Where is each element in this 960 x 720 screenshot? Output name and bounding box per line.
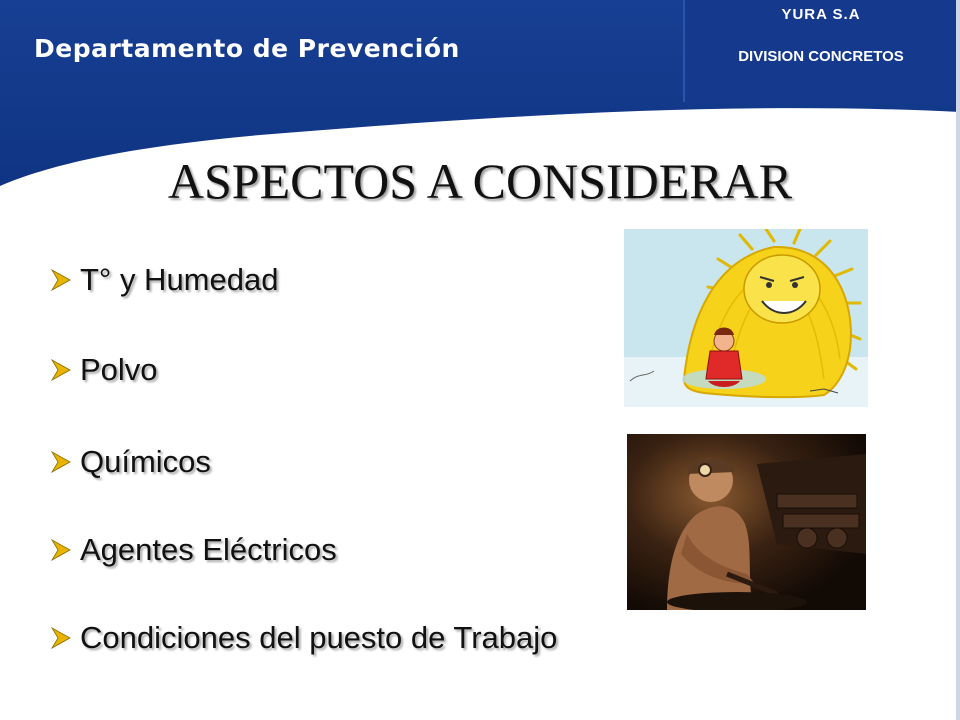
bullet-item-electrical-agents [48, 532, 337, 568]
bullet-label: Polvo [80, 352, 158, 387]
arrow-bullet-icon [48, 626, 72, 650]
arrow-bullet-icon [48, 268, 72, 292]
miner-working-photo [627, 434, 866, 610]
bullet-label: Condiciones del puesto de Trabajo [80, 620, 558, 655]
bullet-label: Agentes Eléctricos [80, 532, 337, 567]
bullet-item-temperature-humidity [48, 262, 278, 298]
arrow-bullet-icon [48, 450, 72, 474]
right-edge-stripe [956, 0, 960, 720]
division-name: DIVISION CONCRETOS [738, 48, 904, 65]
department-title: Departamento de Prevención [34, 34, 460, 63]
bullet-item-workstation-conditions [48, 620, 557, 656]
slide-title: ASPECTOS A CONSIDERAR [167, 153, 793, 209]
arrow-bullet-icon [48, 538, 72, 562]
company-name: YURA S.A [781, 6, 861, 23]
bullet-item-chemicals [48, 444, 211, 480]
bullet-label: T° y Humedad [80, 262, 279, 297]
bullet-label: Químicos [80, 444, 211, 479]
arrow-bullet-icon [48, 358, 72, 382]
sun-heat-cartoon-illustration [624, 229, 868, 407]
bullet-item-dust [48, 352, 158, 388]
